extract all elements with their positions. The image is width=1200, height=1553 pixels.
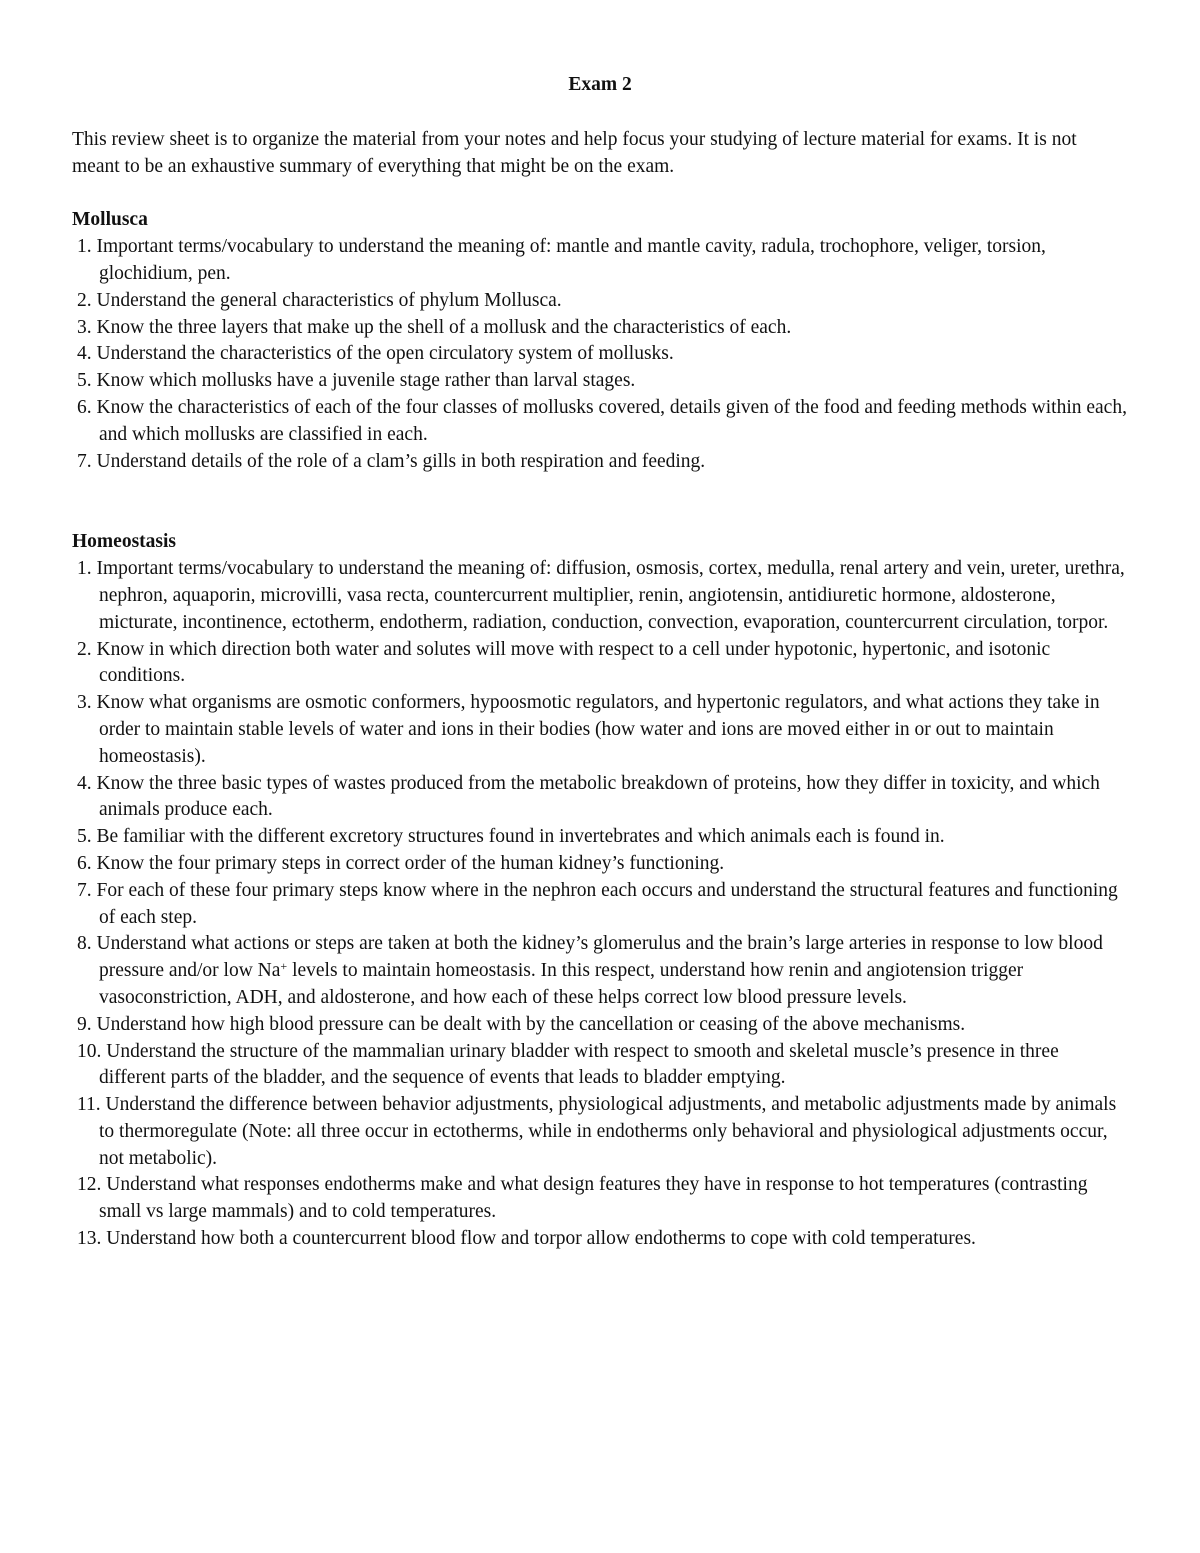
list-item: 3. Know the three layers that make up the shell of a mollusk and the characteristics of each.	[77, 316, 792, 338]
list-item: 2. Know in which direction both water and solutes will move with respect to a cell under hypotonic, hypertonic, and isotonic conditions.	[77, 638, 1051, 687]
list-item: 2. Understand the general characteristics of phylum Mollusca.	[77, 289, 562, 311]
list-item: 7. For each of these four primary steps know where in the nephron each occurs and understand the structural features and functioning of each step.	[77, 879, 1118, 928]
list-item	[72, 931, 1128, 1011]
list-item: 7. Understand details of the role of a clam’s gills in both respiration and feeding.	[77, 450, 706, 472]
section-heading-homeostasis: Homeostasis	[72, 531, 176, 553]
list-item: 3. Know what organisms are osmotic conformers, hypoosmotic regulators, and hypertonic regulators, and what actions they take in order to maintain stable levels of water and ions in their bodies (how water and ions are moved either in or out to maintain homeostasis).	[77, 692, 1100, 767]
document-title: Exam 2	[568, 74, 632, 95]
list-item: 5. Be familiar with the different excretory structures found in invertebrates and which animals each is found in.	[77, 826, 945, 848]
homeostasis-list	[72, 556, 1128, 1253]
list-item: 6. Know the characteristics of each of the four classes of mollusks covered, details given of the food and feeding methods within each, and which mollusks are classified in each.	[77, 396, 1127, 445]
section-homeostasis	[72, 529, 1128, 1253]
list-item: 10. Understand the structure of the mammalian urinary bladder with respect to smooth and skeletal muscle’s presence in three different parts of the bladder, and the sequence of events that leads to bladder emptying.	[77, 1040, 1059, 1089]
list-item: 11. Understand the difference between behavior adjustments, physiological adjustments, and metabolic adjustments made by animals to thermoregulate (Note: all three occur in ectotherms, while in endotherms only behavioral and physiological adjustments occur, not metabolic).	[77, 1094, 1117, 1169]
section-mollusca	[72, 207, 1128, 475]
section-heading-mollusca: Mollusca	[72, 209, 148, 231]
list-item: 12. Understand what responses endotherms make and what design features they have in response to hot temperatures (contrasting small vs large mammals) and to cold temperatures.	[77, 1174, 1088, 1223]
list-item: 5. Know which mollusks have a juvenile stage rather than larval stages.	[77, 370, 636, 392]
list-item: 1. Important terms/vocabulary to understand the meaning of: mantle and mantle cavity, radula, trochophore, veliger, torsion, glochidium, pen.	[77, 236, 1046, 284]
list-item: 9. Understand how high blood pressure can be dealt with by the cancellation or ceasing of the above mechanisms.	[77, 1013, 966, 1035]
superscript-plus: +	[280, 959, 288, 974]
mollusca-list	[72, 234, 1128, 475]
item-text: levels to maintain homeostasis. In this respect, understand how renin and angiotension trigger vasoconstriction, ADH, and aldosterone, and how each of these helps correct low blood pressure levels.	[99, 960, 1024, 1008]
list-item: 4. Understand the characteristics of the open circulatory system of mollusks.	[77, 343, 674, 365]
list-item: 13. Understand how both a countercurrent blood flow and torpor allow endotherms to cope with cold temperatures.	[77, 1228, 976, 1250]
list-item: 1. Important terms/vocabulary to understand the meaning of: diffusion, osmosis, cortex, medulla, renal artery and vein, ureter, urethra, nephron, aquaporin, microvilli, vasa recta, countercurrent multiplier, renin, angiotensin, antidiuretic hormone, aldosterone, micturate, incontinence, ectotherm, endotherm, radiation, conduction, convection, evaporation, countercurrent circulation, torpor.	[77, 558, 1125, 633]
item-text: 8. Understand what actions or steps are taken at both the kidney’s glomerulus and the brain’s large arteries in response to low blood pressure and/or low Na	[77, 933, 1103, 982]
list-item: 4. Know the three basic types of wastes produced from the metabolic breakdown of proteins, how they differ in toxicity, and which animals produce each.	[77, 772, 1100, 821]
list-item: 6. Know the four primary steps in correct order of the human kidney’s functioning.	[77, 852, 725, 874]
intro-paragraph: This review sheet is to organize the material from your notes and help focus your studying of lecture material for exams. It is not meant to be an exhaustive summary of everything that might be on the exam.	[72, 128, 1077, 177]
